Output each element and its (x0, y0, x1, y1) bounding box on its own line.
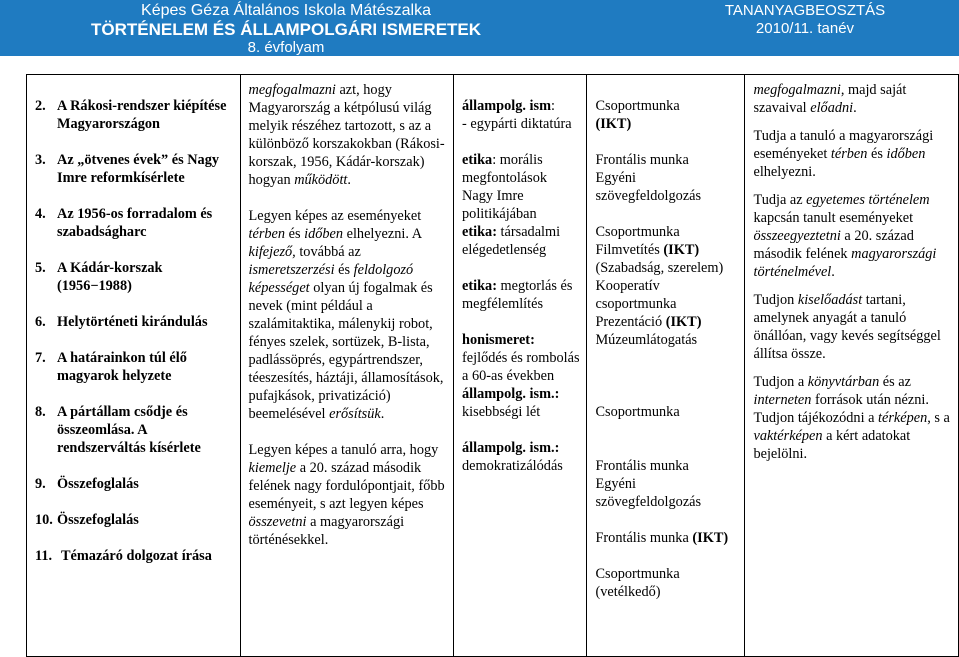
concept-4: etika: megtorlás és megfélemlítés (462, 278, 573, 312)
topic-title: Helytörténeti kirándulás (57, 314, 208, 330)
topic-number: 4. (35, 206, 46, 222)
method-12: Egyéni szövegfeldolgozás (595, 476, 702, 510)
subject-title: TÖRTÉNELEM ÉS ÁLLAMPOLGÁRI ISMERETEK (90, 20, 482, 39)
topic-item (35, 259, 234, 295)
goals-cell (240, 75, 454, 657)
method-6: (Szabadság, szerelem) (595, 260, 724, 276)
topic-number: 3. (35, 152, 46, 168)
outcome-5: Tudjon a könyvtárban és az interneten források után nézni. Tudjon tájékozódni a térképen, s a vaktérképen a kért adatokat bejelölni. (753, 374, 950, 462)
topic-number: 9. (35, 476, 46, 492)
method-8: Prezentáció (IKT) (595, 314, 702, 330)
goal-paragraph-1: megfogalmazni azt, hogy Magyarország a kétpólusú világ melyik részéhez tartozott, s az a különböző korszakokban (Rákosi-korszak, 1956, Kádár-korszak) hogyan működött. (248, 82, 445, 188)
method-1: Csoportmunka (595, 98, 680, 114)
school-year: 2010/11. tanév (755, 20, 855, 37)
topic-item (35, 511, 234, 529)
topic-item (35, 403, 234, 457)
goal-paragraph-3: Legyen képes a tanuló arra, hogy kiemelje a 20. század második felének nagy fordulópontjait, főbb eseményeit, s azt legyen képes összevetni a magyarországi történésekkel. (248, 442, 445, 548)
topic-title: Az „ötvenes évek” és Nagy Imre reformkísérlete (57, 152, 219, 186)
topic-item (35, 151, 234, 187)
outcomes-cell (745, 75, 959, 657)
topic-number: 5. (35, 260, 46, 276)
method-2: Frontális munka (595, 152, 689, 168)
topic-number: 6. (35, 314, 46, 330)
topic-title: A pártállam csődje és összeomlása. A rendszerváltás kísérlete (57, 404, 201, 456)
goal-paragraph-2: Legyen képes az eseményeket térben és időben elhelyezni. A kifejező, továbbá az ismeretszerzési és feldolgozó képességet olyan új fogalmak és nevek (mint például a szalámitaktika, málenykij robot, fényes szelek, sortüzek, B-lista, padlássöprés, egypártrendszer, téeszesítés, háztáji, államosítások, pufajkások, privatizáció) beemelésével erősítsük. (248, 208, 444, 422)
method-3: Egyéni szövegfeldolgozás (595, 170, 702, 204)
topic-title: Összefoglalás (57, 476, 139, 492)
method-7: Kooperatív csoportmunka (595, 278, 677, 312)
outcome-2: Tudja a tanuló a magyarországi eseményeket térben és időben elhelyezni. (753, 128, 934, 180)
topic-number: 11. (35, 548, 53, 564)
concept-5: honismeret: fejlődés és rombolás a 60-as években (462, 332, 580, 384)
topic-title: Az 1956-os forradalom és szabadságharc (57, 206, 213, 240)
outcome-4: Tudjon kiselőadást tartani, amelynek anyagát a tanuló önállóan, vagy kevés segítséggel állítsa össze. (753, 292, 941, 362)
concept-2: etika: morális megfontolások Nagy Imre politikájában (462, 152, 548, 222)
topic-number: 2. (35, 98, 46, 114)
concept-7: állampolg. ism.: demokratizálódás (462, 440, 563, 474)
curriculum-table (26, 74, 959, 657)
methods-cell (587, 75, 745, 657)
topic-item (35, 205, 234, 241)
grade-label: 8. évfolyam (247, 39, 325, 56)
topic-number: 8. (35, 404, 46, 420)
topic-title: A határainkon túl élő magyarok helyzete (57, 350, 187, 384)
topic-item (35, 475, 234, 493)
school-name: Képes Géza Általános Iskola Mátészalka (141, 2, 431, 19)
topic-number: 10. (35, 512, 53, 528)
topic-title: Témazáró dolgozat írása (61, 548, 212, 564)
method-10: Csoportmunka (595, 404, 680, 420)
topic-item (35, 547, 234, 565)
page-header (0, 0, 959, 56)
topics-cell (27, 75, 241, 657)
method-13: Frontális munka (IKT) (595, 530, 729, 546)
method-11: Frontális munka (595, 458, 689, 474)
method-14: Csoportmunka (vetélkedő) (595, 566, 680, 600)
concept-1: állampolg. ism: - egypárti diktatúra (462, 98, 572, 132)
topic-title: A Kádár-korszak (1956−1988) (57, 260, 163, 294)
method-5: Filmvetítés (IKT) (595, 242, 700, 258)
doc-type: TANANYAGBEOSZTÁS (724, 2, 886, 19)
topic-title: Összefoglalás (57, 512, 139, 528)
topic-item (35, 313, 234, 331)
topic-title: A Rákosi-rendszer kiépítése Magyarországon (57, 98, 227, 132)
topic-item (35, 97, 234, 133)
concepts-cell (454, 75, 587, 657)
outcome-1: megfogalmazni, majd saját szavaival előadni. (753, 82, 907, 116)
topic-number: 7. (35, 350, 46, 366)
method-9: Múzeumlátogatás (595, 332, 698, 348)
method-1-ikt: (IKT) (595, 116, 632, 132)
topic-item (35, 349, 234, 385)
topic-list (35, 97, 234, 565)
concept-3: etika: társadalmi elégedetlenség (462, 224, 561, 258)
concept-6: állampolg. ism.: kisebbségi lét (462, 386, 560, 420)
method-4: Csoportmunka (595, 224, 680, 240)
outcome-3: Tudja az egyetemes történelem kapcsán tanult eseményeket összeegyeztetni a 20. század második felének magyarországi történelmével. (753, 192, 937, 280)
